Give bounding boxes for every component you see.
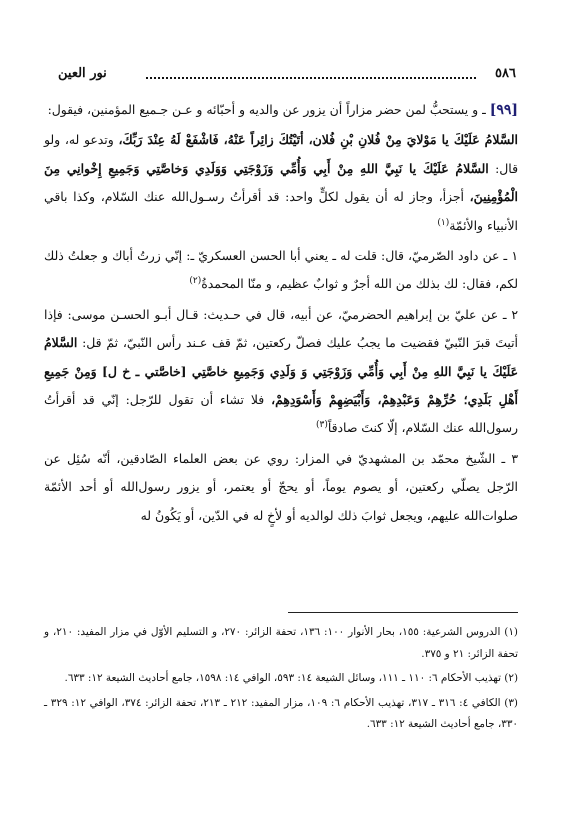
running-header	[58, 66, 516, 86]
footnote-ref-3: (٣)	[315, 420, 328, 431]
header-dotted-leader	[146, 77, 476, 79]
book-title: نور العين	[58, 66, 107, 81]
hadith-1	[44, 242, 518, 299]
section-number: [٩٩]	[489, 102, 518, 118]
hadith-2-text-1: ٢ ـ عن عليّ بن إبراهيم الحضرميّ، عن أبيه، قال في حـديث: قـال أبـو الحسـن موسى: فإذا أتيتَ قبرَ النّبيّ فقضيت ما يجبُ عليك فصلّ ركعتين، ثمّ قف عـند رأس النّبيّ، ثمّ قل:	[44, 306, 518, 351]
footnote-ref-1: (١)	[437, 217, 450, 228]
footnotes	[44, 622, 518, 739]
paragraph-intro-text: ـ و يستحبُّ لمن حضر مزاراً أن يزور عن والديه و أحبّائه و عـن جـميع المؤمنين، فيقول:	[47, 102, 486, 117]
greeting-dua-2: السَّلامُ عَلَيْكَ يا نَبِيَّ اللهِ مِنْ أَبِي وَأُمِّي وَزَوْجَتِي وَوَلَدِي وَخاصَّتِي وَجَمِيعِ إِخْوانِي مِنَ الْمُؤْمِنِينَ،	[44, 160, 518, 205]
footnote-2: (٢) تهذيب الأحكام ٦: ١١٠ ـ ١١١، وسائل الشيعة ١٤: ٥٩٣، الوافي ١٤: ١٥٩٨، جامع أحاديث الشيعة ١٢: ٦٣٣.	[64, 672, 518, 685]
footnote-divider	[288, 612, 518, 613]
page-number: ٥٨٦	[495, 66, 516, 81]
paragraph-intro	[44, 96, 518, 124]
hadith-2-text-2: فلا تشاء أن تقول للرّجل: إنّي قد أقرأتُ رسول‌الله عنك السّلام، إلّا كنتَ صادقاً	[44, 392, 518, 436]
hadith-3	[44, 445, 518, 530]
greeting-text-2: أجزأ، وجاز له أن يقول لكلٍّ واحد: قد أقرأتُ رسـول‌الله عنك السّلام، وكذا باقي الأنبياء والأئمّة	[44, 189, 518, 233]
main-text	[44, 96, 518, 530]
hadith-2-dua: السَّلامُ عَلَيْكَ يا نَبِيَّ اللهِ مِنْ أَبِي وَأُمِّي وَزَوْجَتِي وَ وَلَدِي وَجَمِيعِ خاصَّتِي [خاصَّتي ـ خ ل] وَمِنْ جَمِيعِ أَهْلِ بَلَدِي؛ حُرِّهِمْ وَعَبْدِهِمْ، وَأَبْيَضِهِمْ وَأَسْوَدِهِمْ،	[44, 335, 518, 408]
greeting-dua-1: السَّلامُ عَلَيْكَ يا مَوْلايَ مِنْ فُلانِ بْنِ فُلان، أتَيْتُكَ زائِراً عَنْهُ، فَاشْفَعْ لَهُ عِنْدَ رَبِّكَ،	[118, 132, 519, 148]
footnote-ref-2: (٢)	[189, 276, 202, 287]
hadith-2	[44, 301, 518, 443]
footnote-1: (١) الدروس الشرعية: ١٥٥، بحار الأنوار ١٠٠: ١٣٦، تحفة الزائر: ٢٧٠، و التسليم الأوّل في مزار المفيد: ٢١٠، و تحفة الزائر: ٢١ و ٣٧٥.	[44, 626, 518, 660]
hadith-3-text: ٣ ـ الشّيخ محمّد بن المشهديّ في المزار: روي عن بعض العلماء الصّادقين، أنّه سُئِل عن الرّجل يصلّي ركعتين، أو يصوم يوماً، أو يحجّ أو يعتمر، أو يزور رسول‌الله أو أحد الأئمّة صلوات‌الله عليهم، ويجعل ثوابَ ذلك لوالديه أو لأخٍ له في الدّين، أو يَكُونُ له	[44, 450, 518, 523]
greeting-text-1: وتدعو له، ولو قال:	[44, 132, 518, 176]
hadith-1-text: ١ ـ عن داود الصّرميّ، قال: قلت له ـ يعني أبا الحسن العسكريّ ـ: إنّي زرتُ أباك و جعلتُ ذلك لكم، فقال: لك بذلك من الله أجرٌ و ثوابٌ عظيم، و منّا المحمدةُ	[44, 248, 518, 292]
footnote-3: (٣) الكافي ٤: ٣١٦ ـ ٣١٧، تهذيب الأحكام ٦: ١٠٩، مزار المفيد: ٢١٢ ـ ٢١٣، تحفة الزائر: ٣٧٤، الوافي ١٢: ٣٢٩ ـ ٣٣٠، جامع أحاديث الشيعة ١٢: ٦٣٣.	[44, 696, 518, 731]
paragraph-greeting	[44, 126, 518, 240]
